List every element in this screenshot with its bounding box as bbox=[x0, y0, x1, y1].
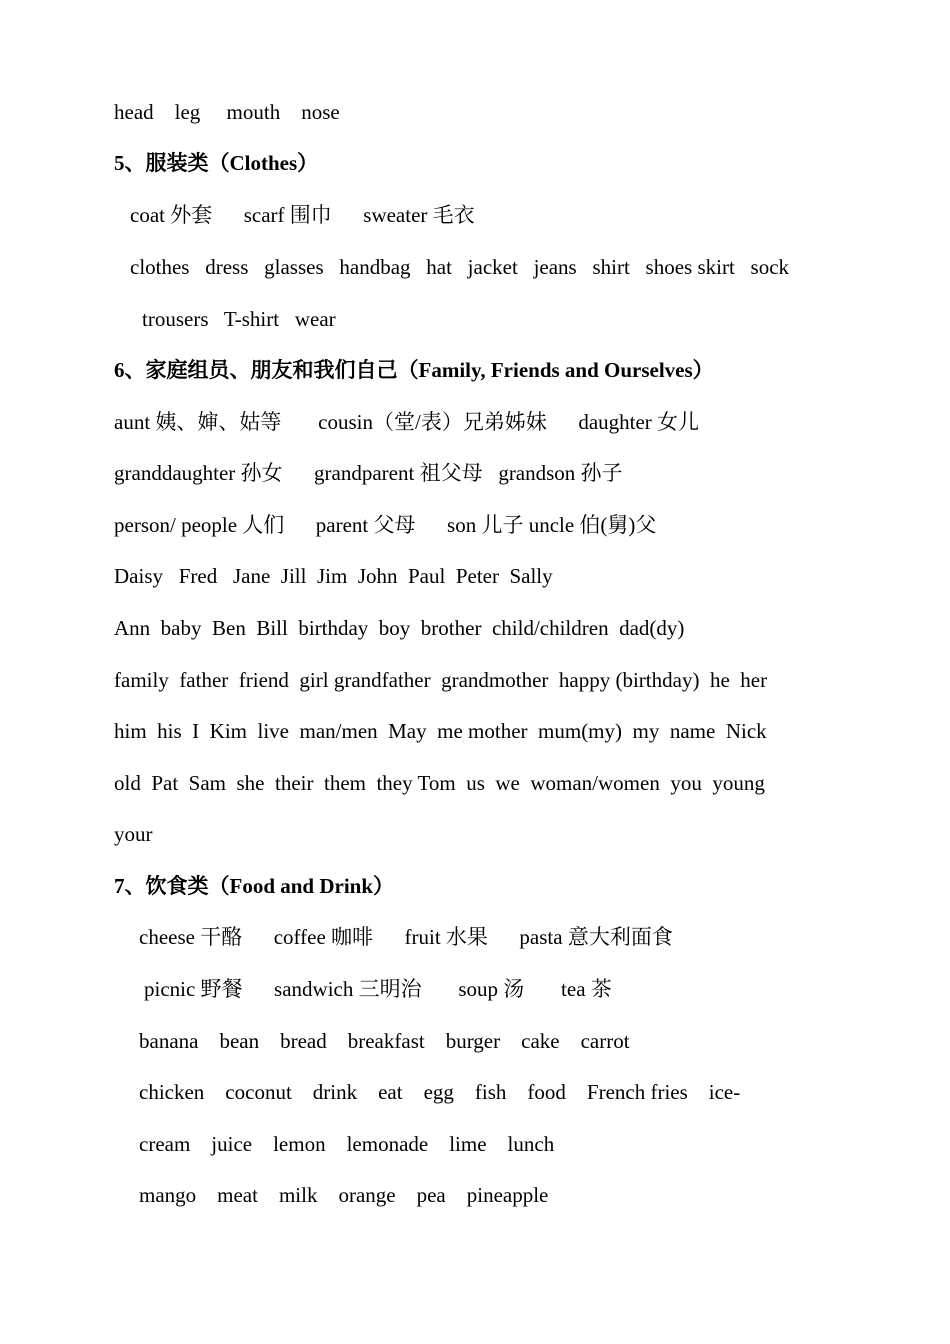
family-line-5: Ann baby Ben Bill birthday boy brother child/children dad(dy) bbox=[114, 616, 685, 640]
family-line-4: Daisy Fred Jane Jill Jim John Paul Peter Sally bbox=[114, 564, 553, 588]
food-line-1: cheese 干酪 coffee 咖啡 fruit 水果 pasta 意大利面食 bbox=[139, 925, 673, 949]
food-line-3: banana bean bread breakfast burger cake carrot bbox=[139, 1029, 630, 1053]
family-line-1: aunt 姨、婶、姑等 cousin（堂/表）兄弟姊妹 daughter 女儿 bbox=[114, 410, 700, 434]
family-line-3: person/ people 人们 parent 父母 son 儿子 uncle 伯(舅)父 bbox=[114, 513, 657, 537]
family-line-7: him his I Kim live man/men May me mother mum(my) my name Nick bbox=[114, 719, 767, 743]
food-line-2: picnic 野餐 sandwich 三明治 soup 汤 tea 茶 bbox=[144, 977, 612, 1001]
section-heading-family: 6、家庭组员、朋友和我们自己（Family, Friends and Ourselves） bbox=[114, 358, 714, 382]
clothes-line-2: clothes dress glasses handbag hat jacket jeans shirt shoes skirt sock bbox=[130, 255, 790, 279]
body-parts-line: head leg mouth nose bbox=[114, 100, 340, 124]
family-line-9: your bbox=[114, 822, 153, 846]
section-heading-clothes: 5、服装类（Clothes） bbox=[114, 151, 319, 175]
family-line-8: old Pat Sam she their them they Tom us we woman/women you young bbox=[114, 771, 765, 795]
clothes-line-1: coat 外套 scarf 围巾 sweater 毛衣 bbox=[130, 203, 475, 227]
section-heading-food: 7、饮食类（Food and Drink） bbox=[114, 874, 395, 898]
family-line-2: granddaughter 孙女 grandparent 祖父母 grandson 孙子 bbox=[114, 461, 623, 485]
clothes-line-3: trousers T-shirt wear bbox=[142, 307, 336, 331]
food-line-5: cream juice lemon lemonade lime lunch bbox=[139, 1132, 555, 1156]
family-line-6: family father friend girl grandfather grandmother happy (birthday) he her bbox=[114, 668, 768, 692]
food-line-6: mango meat milk orange pea pineapple bbox=[139, 1183, 549, 1207]
food-line-4: chicken coconut drink eat egg fish food French fries ice- bbox=[139, 1080, 741, 1104]
